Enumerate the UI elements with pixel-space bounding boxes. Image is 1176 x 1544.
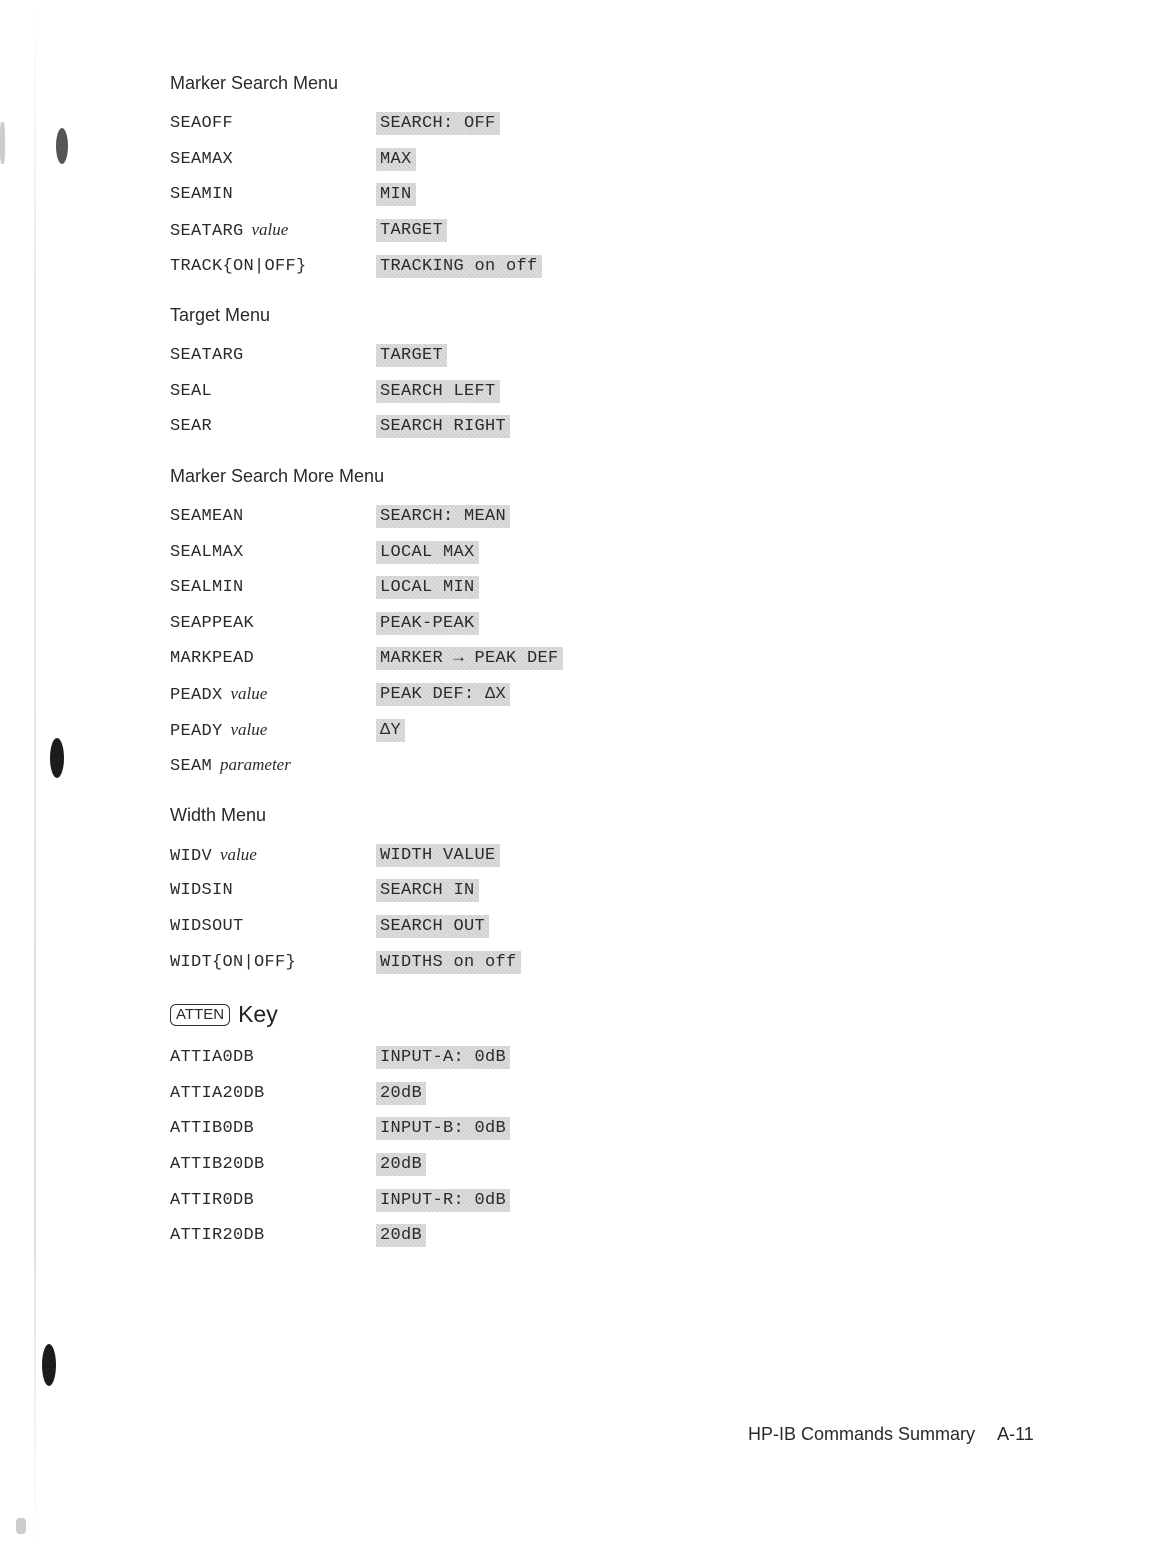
scan-smudge xyxy=(16,1518,26,1534)
menu-section xyxy=(170,463,730,784)
command-name: SEAOFF xyxy=(170,114,234,134)
command-row xyxy=(170,570,730,606)
command-argument: value xyxy=(230,719,268,739)
command-name: SEAR xyxy=(170,417,213,437)
softkey-label: SEARCH: OFF xyxy=(376,112,500,135)
command-cell xyxy=(170,1084,376,1103)
softkey-label: INPUT-A: 0dB xyxy=(376,1046,510,1069)
softkey-label: 20dB xyxy=(376,1224,426,1247)
softkey-label: LOCAL MAX xyxy=(376,541,479,564)
command-cell xyxy=(170,614,376,633)
command-name: SEAPPEAK xyxy=(170,613,255,633)
command-name: SEATARG xyxy=(170,222,244,242)
command-name: WIDSIN xyxy=(170,881,234,901)
softkey-label: SEARCH IN xyxy=(376,879,479,902)
softkey-label: PEAK-PEAK xyxy=(376,612,479,635)
command-name: WIDV xyxy=(170,846,213,866)
page-number: A-11 xyxy=(997,1424,1034,1444)
command-argument: value xyxy=(251,220,289,240)
command-row xyxy=(170,1182,730,1218)
command-name: PEADY xyxy=(170,721,223,741)
softkey-label: MIN xyxy=(376,183,416,206)
command-row xyxy=(170,1075,730,1111)
command-cell xyxy=(170,1191,376,1210)
softkey-label: SEARCH RIGHT xyxy=(376,415,510,438)
command-cell xyxy=(170,953,376,972)
softkey-label: MAX xyxy=(376,148,416,171)
command-name: WIDSOUT xyxy=(170,916,244,936)
command-name: ATTIA20DB xyxy=(170,1083,265,1103)
command-name: SEALMAX xyxy=(170,542,244,562)
footer-title: HP-IB Commands Summary xyxy=(748,1424,976,1444)
command-name: ATTIB20DB xyxy=(170,1154,265,1174)
softkey-label: TARGET xyxy=(376,219,447,242)
sections-container xyxy=(170,70,730,980)
command-cell xyxy=(170,1119,376,1138)
softkey-label: 20dB xyxy=(376,1082,426,1105)
command-cell xyxy=(170,543,376,562)
atten-section xyxy=(170,1000,730,1254)
menu-section xyxy=(170,802,730,980)
command-row xyxy=(170,606,730,642)
softkey-label: 20dB xyxy=(376,1153,426,1176)
section-title: Marker Search Menu xyxy=(170,73,339,93)
atten-rows xyxy=(170,1040,730,1254)
command-name: WIDT{ON|OFF} xyxy=(170,952,297,972)
command-cell xyxy=(170,1048,376,1067)
command-cell xyxy=(170,114,376,133)
command-name: SEATARG xyxy=(170,346,244,366)
command-argument: value xyxy=(230,684,268,704)
punch-hole xyxy=(56,128,68,164)
command-row xyxy=(170,1218,730,1254)
command-row xyxy=(170,248,730,284)
command-row xyxy=(170,677,730,713)
command-cell xyxy=(170,649,376,668)
command-cell xyxy=(170,220,376,241)
softkey-label: TRACKING on off xyxy=(376,255,542,278)
punch-hole xyxy=(42,1344,56,1386)
softkey-label: LOCAL MIN xyxy=(376,576,479,599)
command-cell xyxy=(170,382,376,401)
command-name: PEADX xyxy=(170,686,223,706)
command-row xyxy=(170,1040,730,1076)
command-cell xyxy=(170,417,376,436)
command-row xyxy=(170,142,730,178)
command-argument: value xyxy=(220,844,257,864)
command-cell xyxy=(170,185,376,204)
page-footer xyxy=(748,1424,1034,1445)
command-name: ATTIA0DB xyxy=(170,1048,255,1068)
command-name: SEAMAX xyxy=(170,149,234,169)
command-summary xyxy=(170,70,730,1253)
softkey-label: SEARCH: MEAN xyxy=(376,505,510,528)
command-row xyxy=(170,712,730,748)
command-name: ATTIR0DB xyxy=(170,1190,255,1210)
command-row xyxy=(170,213,730,249)
command-row xyxy=(170,1147,730,1183)
command-row xyxy=(170,641,730,677)
command-cell xyxy=(170,755,376,776)
command-row xyxy=(170,534,730,570)
softkey-label: SEARCH LEFT xyxy=(376,380,500,403)
softkey-label: PEAK DEF: ΔX xyxy=(376,683,510,706)
softkey-label: WIDTHS on off xyxy=(376,951,521,974)
atten-key-word: Key xyxy=(238,1001,278,1028)
command-name: SEALMIN xyxy=(170,578,244,598)
command-name: SEAMIN xyxy=(170,185,234,205)
command-row xyxy=(170,106,730,142)
command-name: SEAM xyxy=(170,757,213,777)
command-cell xyxy=(170,578,376,597)
command-row xyxy=(170,409,730,445)
command-row xyxy=(170,838,730,874)
atten-key-heading xyxy=(170,1000,730,1030)
command-name: SEAL xyxy=(170,381,213,401)
command-row xyxy=(170,499,730,535)
punch-hole xyxy=(50,738,64,778)
command-row xyxy=(170,909,730,945)
command-cell xyxy=(170,917,376,936)
command-cell xyxy=(170,845,376,866)
command-name: ATTIB0DB xyxy=(170,1119,255,1139)
softkey-label: MARKER → PEAK DEF xyxy=(376,647,563,670)
softkey-label: SEARCH OUT xyxy=(376,915,489,938)
softkey-label: TARGET xyxy=(376,344,447,367)
softkey-label: WIDTH VALUE xyxy=(376,844,500,867)
softkey-label: INPUT-R: 0dB xyxy=(376,1189,510,1212)
command-row xyxy=(170,748,730,784)
command-cell xyxy=(170,257,376,276)
command-row xyxy=(170,338,730,374)
command-cell xyxy=(170,881,376,900)
atten-hardkey: ATTEN xyxy=(170,1004,230,1026)
softkey-label: INPUT-B: 0dB xyxy=(376,1117,510,1140)
menu-section xyxy=(170,302,730,445)
command-cell xyxy=(170,1226,376,1245)
page-binding-edge xyxy=(34,0,36,1544)
section-title: Marker Search More Menu xyxy=(170,465,385,486)
scan-smudge xyxy=(0,122,5,164)
softkey-label: ΔY xyxy=(376,719,405,742)
command-name: MARKPEAD xyxy=(170,649,255,669)
command-cell xyxy=(170,720,376,741)
command-cell xyxy=(170,1155,376,1174)
command-cell xyxy=(170,507,376,526)
command-row xyxy=(170,944,730,980)
command-row xyxy=(170,873,730,909)
command-cell xyxy=(170,346,376,365)
command-row xyxy=(170,177,730,213)
command-row xyxy=(170,374,730,410)
command-row xyxy=(170,1111,730,1147)
section-title: Target Menu xyxy=(170,304,271,325)
command-cell xyxy=(170,684,376,705)
command-argument: parameter xyxy=(220,755,291,775)
command-name: ATTIR20DB xyxy=(170,1226,265,1246)
command-name: TRACK{ON|OFF} xyxy=(170,256,307,276)
command-name: SEAMEAN xyxy=(170,507,244,527)
command-cell xyxy=(170,150,376,169)
menu-section xyxy=(170,70,730,284)
section-title: Width Menu xyxy=(170,804,267,825)
